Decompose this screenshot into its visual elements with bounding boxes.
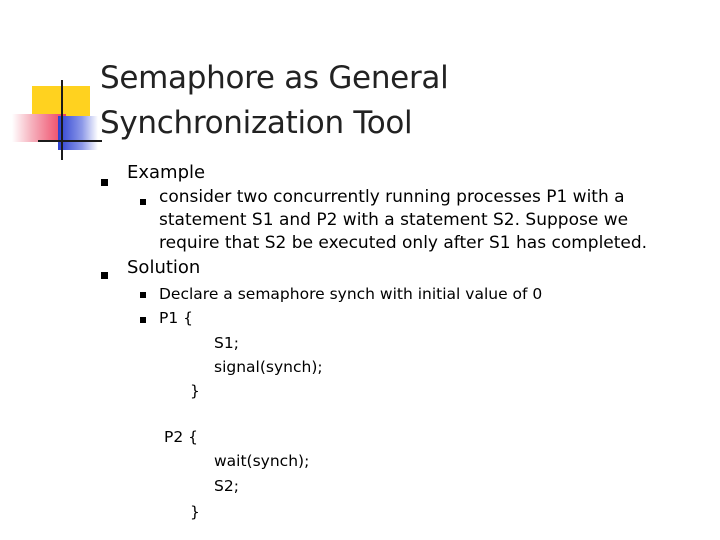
p1-close: } bbox=[190, 382, 200, 400]
example-text-line-2: statement S1 and P2 with a statement S2. Suppose we bbox=[159, 210, 629, 230]
title-line-2: Synchronization Tool bbox=[100, 105, 413, 141]
p1-open: P1 { bbox=[159, 309, 193, 327]
logo-blue-square bbox=[58, 116, 98, 150]
slide-title bbox=[100, 56, 660, 146]
p2-close: } bbox=[190, 503, 200, 521]
p2-open: P2 { bbox=[164, 428, 198, 446]
example-label: Example bbox=[127, 162, 206, 183]
title-line-1: Semaphore as General bbox=[100, 60, 449, 96]
logo-vertical-line bbox=[61, 80, 63, 160]
logo-horizontal-line bbox=[38, 140, 102, 142]
bullet-square-icon bbox=[101, 272, 108, 279]
p2-body-line-2: S2; bbox=[214, 477, 239, 495]
p2-body-line-1: wait(synch); bbox=[214, 452, 310, 470]
p1-body-line-1: S1; bbox=[214, 334, 239, 352]
example-text-line-3: require that S2 be executed only after S1 has completed. bbox=[159, 233, 648, 253]
p1-body-line-2: signal(synch); bbox=[214, 358, 323, 376]
bullet-square-icon bbox=[140, 317, 146, 323]
example-text-line-1: consider two concurrently running processes P1 with a bbox=[159, 187, 625, 207]
bullet-square-icon bbox=[101, 179, 108, 186]
bullet-square-icon bbox=[140, 199, 146, 205]
bullet-square-icon bbox=[140, 292, 146, 298]
declare-text: Declare a semaphore synch with initial value of 0 bbox=[159, 285, 543, 303]
decorative-logo bbox=[0, 0, 100, 170]
solution-label: Solution bbox=[127, 257, 201, 278]
